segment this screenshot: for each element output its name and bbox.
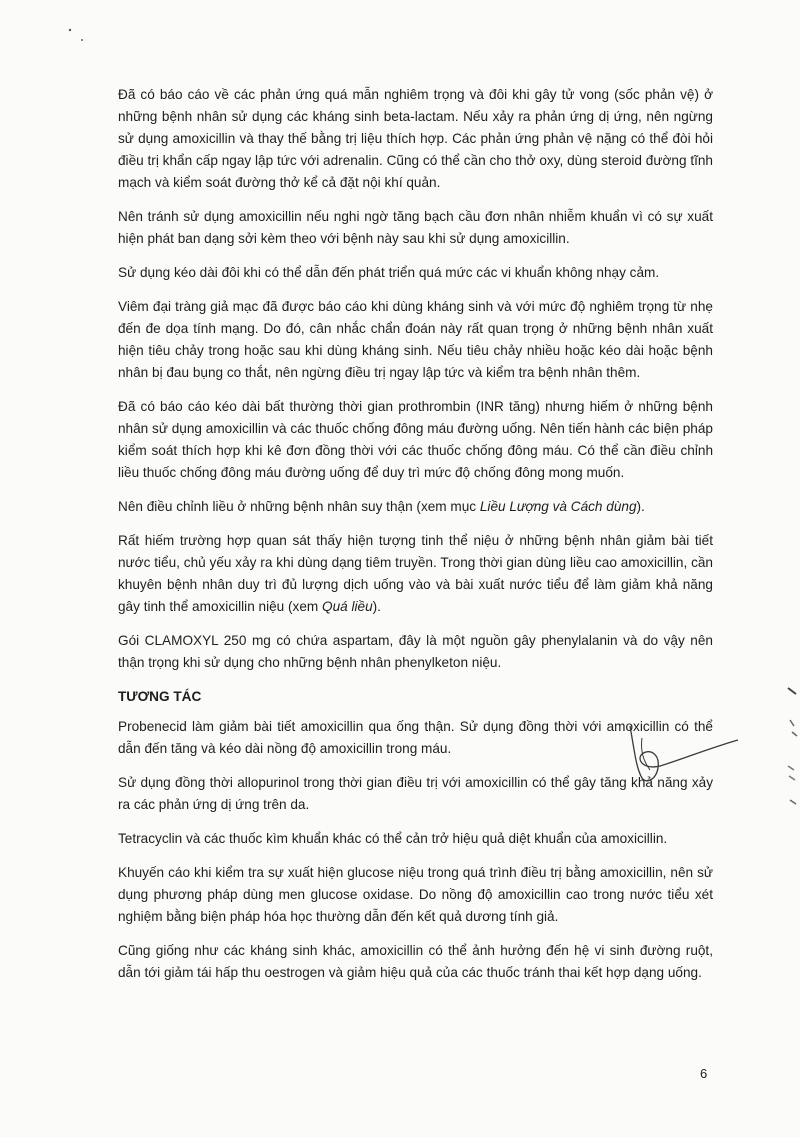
paragraph-probenecid: Probenecid làm giảm bài tiết amoxicillin qua ống thận. Sử dụng đồng thời với amoxicillin có thể dẫn đến tăng và kéo dài nồng độ amoxicillin trong máu. [118,719,713,756]
paragraph-hypersensitivity: Đã có báo cáo về các phản ứng quá mẫn nghiêm trọng và đôi khi gây tử vong (sốc phản vệ) ở những bệnh nhân sử dụng các kháng sinh beta-lactam. Nếu xảy ra phản ứng dị ứng, nên ngừng sử dụng amoxicillin và thay thế bằng trị liệu thích hợp. Các phản ứng phản vệ nặng có thể đòi hỏi điều trị khẩn cấp ngay lập tức với adrenalin. Cũng có thể cần cho thở oxy, dùng steroid đường tĩnh mạch và kiểm soát đường thở kể cả đặt nội khí quản. [118,87,713,190]
paragraph-colitis: Viêm đại tràng giả mạc đã được báo cáo khi dùng kháng sinh và với mức độ nghiêm trọng từ nhẹ đến đe dọa tính mạng. Do đó, cân nhắc chẩn đoán này rất quan trọng ở những bệnh nhân xuất hiện tiêu chảy trong hoặc sau khi dùng kháng sinh. Nếu tiêu chảy nhiều hoặc kéo dài hoặc bệnh nhân bị đau bụng co thắt, nên ngừng điều trị ngay lập tức và kiểm tra bệnh nhân thêm. [118,299,713,380]
section-heading-interactions: TƯƠNG TÁC [118,689,202,704]
paragraph-mononucleosis: Nên tránh sử dụng amoxicillin nếu nghi ngờ tăng bạch cầu đơn nhân nhiễm khuẩn vì có sự xuất hiện phát ban dạng sởi kèm theo với bệnh này sau khi sử dụng amoxicillin. [118,209,713,246]
paragraph-crystalluria [118,530,713,618]
renal-end: ). [636,499,645,514]
paragraph-oestrogen: Cũng giống như các kháng sinh khác, amoxicillin có thể ảnh hưởng đến hệ vi sinh đường ruột, dẫn tới giảm tái hấp thu oestrogen và giảm hiệu quả của các thuốc tránh thai kết hợp dạng uống. [118,943,713,980]
renal-text: Nên điều chỉnh liều ở những bệnh nhân suy thận (xem mục [118,499,480,514]
paragraph-allopurinol: Sử dụng đồng thời allopurinol trong thời gian điều trị với amoxicillin có thể gây tăng khả năng xảy ra các phản ứng dị ứng trên da. [118,775,713,812]
paragraph-renal [118,496,713,518]
crystal-text: Rất hiếm trường hợp quan sát thấy hiện tượng tinh thể niệu ở những bệnh nhân giảm bài tiết nước tiểu, chủ yếu xảy ra khi dùng dạng tiêm truyền. Trong thời gian dùng liều cao amoxicillin, cần khuyên bệnh nhân duy trì đủ lượng dịch uống vào và bài xuất nước tiểu để làm giảm khả năng gây tinh thể amoxicillin niệu (xem [118,533,713,614]
paragraph-overgrowth: Sử dụng kéo dài đôi khi có thể dẫn đến phát triển quá mức các vi khuẩn không nhạy cảm. [118,265,660,280]
renal-reference: Liều Lượng và Cách dùng [479,499,637,514]
paragraph-glucose: Khuyến cáo khi kiểm tra sự xuất hiện glucose niệu trong quá trình điều trị bằng amoxicillin, nên sử dụng phương pháp dùng men glucose oxidase. Do nồng độ amoxicillin cao trong nước tiểu xét nghiệm bằng biện pháp hóa học thường dẫn đến kết quả dương tính giả. [118,865,713,924]
document-body [118,84,713,996]
paragraph-tetracyclin: Tetracyclin và các thuốc kìm khuẩn khác có thể cản trở hiệu quả diệt khuẩn của amoxicillin. [118,831,668,846]
edge-stamp-marks [770,680,800,820]
paragraph-aspartam: Gói CLAMOXYL 250 mg có chứa aspartam, đây là một nguồn gây phenylalanin và do vậy nên thận trọng khi sử dụng cho những bệnh nhân phenylketon niệu. [118,633,713,670]
handwritten-signature [620,718,740,788]
scan-speck-marks [60,18,90,48]
paragraph-prothrombin: Đã có báo cáo kéo dài bất thường thời gian prothrombin (INR tăng) nhưng hiếm ở những bệnh nhân sử dụng amoxicillin và các thuốc chống đông máu đường uống. Nên tiến hành các biện pháp kiểm soát thích hợp khi kê đơn đồng thời với các thuốc chống đông máu. Có thể cần điều chỉnh liều thuốc chống đông máu đường uống để duy trì mức độ chống đông mong muốn. [118,399,713,480]
crystal-reference: Quá liều [322,599,373,614]
crystal-end: ). [372,599,381,614]
page-number: 6 [700,1066,708,1081]
